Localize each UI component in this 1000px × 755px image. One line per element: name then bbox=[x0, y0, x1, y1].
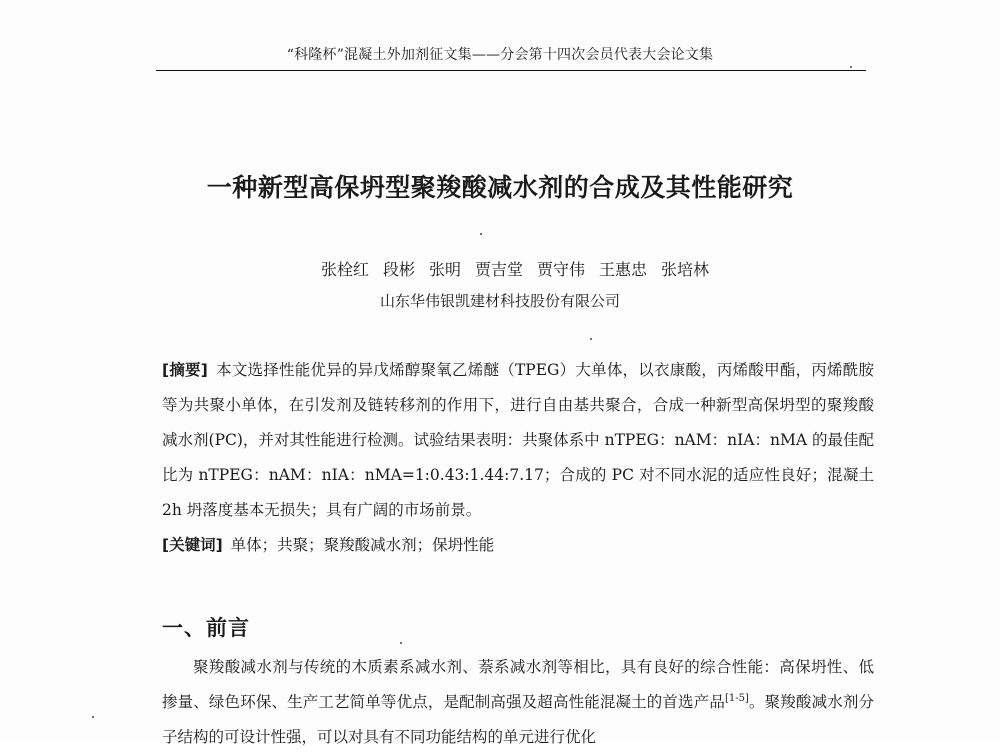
scan-speck bbox=[590, 338, 592, 340]
author: 贾吉堂 bbox=[474, 260, 523, 279]
author: 张培林 bbox=[661, 260, 710, 279]
author: 贾守伟 bbox=[537, 260, 586, 279]
paper-title: 一种新型高保坍型聚羧酸减水剂的合成及其性能研究 bbox=[206, 173, 794, 202]
affiliation: 山东华伟银凯建材科技股份有限公司 bbox=[379, 292, 620, 310]
keywords bbox=[162, 528, 874, 563]
author: 段彬 bbox=[382, 260, 415, 279]
keywords-text: 单体；共聚；聚羧酸减水剂；保坍性能 bbox=[230, 536, 495, 554]
author: 王惠忠 bbox=[599, 260, 648, 279]
citation: [1-5] bbox=[724, 692, 749, 704]
paragraph-text-continued: 。聚羧酸减水剂分子结构的可设计性强，可以对具有不同功能结构的单元进行优化 bbox=[162, 693, 874, 746]
keywords-label: [关键词] bbox=[162, 536, 223, 554]
abstract bbox=[162, 353, 874, 528]
scan-speck bbox=[480, 233, 482, 235]
author-list bbox=[0, 257, 1000, 280]
running-header: “科隆杯”混凝土外加剂征文集——分会第十四次会员代表大会论文集 bbox=[286, 47, 714, 63]
abstract-text: 本文选择性能优异的异戊烯醇聚氧乙烯醚（TPEG）大单体，以衣康酸，丙烯酸甲酯，丙烯酰胺等为共聚小单体，在引发剂及链转移剂的作用下，进行自由基共聚合，合成一种新型高保坍型的聚羧酸减水剂(PC)，并对其性能进行检测。试验结果表明：共聚体系中 nTPEG：nAM：nIA：nMA 的最佳配比为 nTPEG：nAM：nIA：nMA=1:0.43:1.44:7.17；合成的 PC 对不同水泥的适应性良好；混凝土 2h 坍落度基本无损失；具有广阔的市场前景。 bbox=[162, 361, 874, 519]
scan-speck bbox=[92, 716, 94, 718]
section-heading: 一、前言 bbox=[162, 616, 250, 640]
author: 张明 bbox=[428, 260, 461, 279]
scan-speck bbox=[850, 66, 852, 68]
scan-speck bbox=[400, 642, 402, 644]
abstract-label: [摘要] bbox=[162, 361, 208, 379]
paragraph-text: 聚羧酸减水剂与传统的木质素系减水剂、萘系减水剂等相比，具有良好的综合性能：高保坍性、低掺量、绿色环保、生产工艺简单等优点，是配制高强及超高性能混凝土的首选产品 bbox=[162, 658, 874, 711]
author: 张栓红 bbox=[320, 260, 369, 279]
header-rule bbox=[156, 70, 866, 71]
body-paragraph bbox=[162, 650, 874, 755]
